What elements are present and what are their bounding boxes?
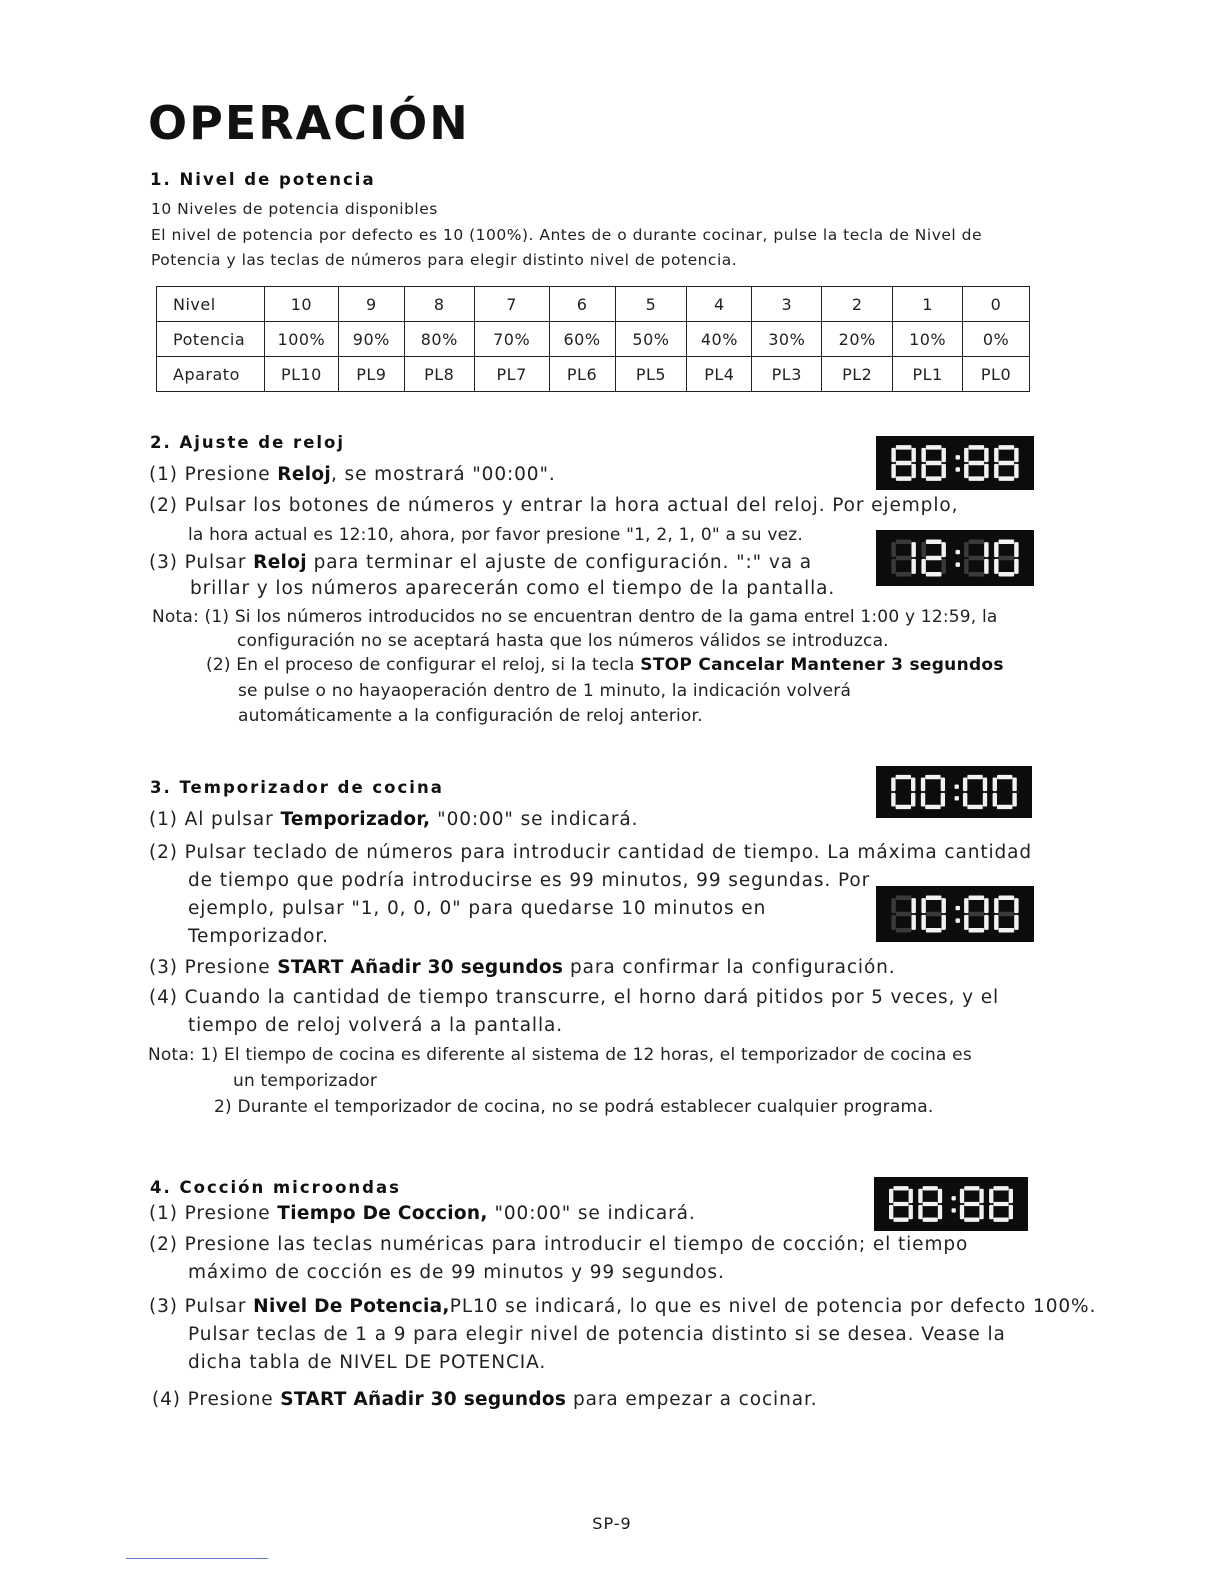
- lcd-segment: [896, 572, 912, 576]
- lcd-segment: [997, 805, 1012, 809]
- keyword-reloj: Reloj: [277, 464, 331, 485]
- lcd-segment: [921, 793, 925, 807]
- lcd-segment: [969, 928, 985, 932]
- s3-item-2d: Temporizador.: [188, 926, 329, 947]
- lcd-segment: [896, 928, 912, 932]
- s2-item-3b: brillar y los números aparecerán como el tiempo de la pantalla.: [190, 578, 836, 599]
- lcd-segment: [964, 898, 968, 913]
- table-cell: 60%: [549, 322, 615, 357]
- lcd-display: [876, 436, 1034, 490]
- table-cell: PL5: [615, 357, 687, 392]
- s4-item-3: [149, 1298, 1096, 1317]
- lcd-segment: [993, 1186, 1008, 1190]
- lcd-segment: [896, 912, 912, 916]
- lcd-segment: [993, 793, 997, 807]
- s2-note-2-a: (2) En el proceso de configurar el reloj, si la tecla: [206, 655, 641, 675]
- table-cell: PL3: [752, 357, 822, 392]
- lcd-segment: [896, 775, 911, 779]
- lcd-digits: [876, 766, 1032, 818]
- s4-item-4-a: (4) Presione: [152, 1389, 281, 1410]
- lcd-segment: [984, 542, 988, 557]
- lcd-segment: [911, 793, 915, 807]
- section-4-heading: 4. Cocción microondas: [150, 1178, 401, 1197]
- page-title: OPERACIÓN: [148, 96, 470, 150]
- lcd-segment: [999, 928, 1015, 932]
- lcd-segment: [911, 559, 915, 574]
- lcd-segment: [1012, 793, 1016, 807]
- lcd-segment: [964, 542, 968, 557]
- lcd-segment: [891, 448, 895, 462]
- lcd-segment: [893, 1202, 908, 1206]
- lcd-colon-dot: [956, 467, 960, 471]
- s4-item-1: [149, 1205, 696, 1224]
- s1-line-1: 10 Niveles de potencia disponibles: [151, 200, 438, 218]
- s4-item-3b: Pulsar teclas de 1 a 9 para elegir nivel de potencia distinto si se desea. Vease la: [188, 1324, 1006, 1345]
- table-cell: 9: [338, 287, 404, 322]
- lcd-segment: [921, 464, 925, 478]
- lcd-segment: [896, 445, 912, 449]
- lcd-segment: [925, 805, 940, 809]
- lcd-segment: [891, 777, 895, 791]
- s2-note-1b: configuración no se aceptará hasta que los números válidos se introduzca.: [237, 631, 889, 651]
- lcd-segment: [969, 572, 985, 576]
- lcd-segment: [969, 461, 985, 465]
- table-cell: 40%: [687, 322, 752, 357]
- table-cell: PL7: [474, 357, 549, 392]
- lcd-segment: [963, 777, 967, 791]
- table-cell: 80%: [404, 322, 474, 357]
- lcd-segment: [941, 915, 945, 930]
- table-cell: 90%: [338, 322, 404, 357]
- row-header: Potencia: [157, 322, 265, 357]
- lcd-segment: [911, 448, 915, 462]
- s3-note-1b: un temporizador: [233, 1071, 378, 1091]
- lcd-segment: [984, 915, 988, 930]
- lcd-segment: [979, 1189, 983, 1203]
- lcd-segment: [969, 556, 985, 560]
- lcd-segment: [893, 1186, 908, 1190]
- lcd-colon-dot: [955, 796, 959, 800]
- s3-item-4a: (4) Cuando la cantidad de tiempo transcurre, el horno dará pitidos por 5 veces, y el: [149, 987, 1000, 1008]
- table-cell: 0: [963, 287, 1030, 322]
- lcd-segment: [891, 559, 895, 574]
- s4-item-3-b: PL10 se indicará, lo que es nivel de potencia por defecto 100%.: [449, 1296, 1097, 1317]
- row-header: Aparato: [157, 357, 265, 392]
- table-cell: 70%: [474, 322, 549, 357]
- s4-item-3-a: (3) Pulsar: [149, 1296, 254, 1317]
- lcd-segment: [896, 540, 912, 544]
- s1-line-3: Potencia y las teclas de números para elegir distinto nivel de potencia.: [151, 251, 738, 269]
- lcd-segment: [969, 476, 985, 480]
- lcd-segment: [1012, 777, 1016, 791]
- lcd-segment: [911, 898, 915, 913]
- lcd-segment: [994, 898, 998, 913]
- s2-item-3-b: para terminar el ajuste de configuración. ":" va a: [306, 552, 812, 573]
- lcd-segment: [889, 1205, 893, 1219]
- keyword-tiempo-de-coccion: Tiempo De Coccion,: [277, 1203, 488, 1224]
- lcd-segment: [999, 540, 1015, 544]
- lcd-segment: [926, 572, 942, 576]
- table-cell: 4: [687, 287, 752, 322]
- lcd-digits: [876, 436, 1034, 490]
- s2-item-2b: la hora actual es 12:10, ahora, por favor presione "1, 2, 1, 0" a su vez.: [188, 525, 803, 545]
- table-cell: 30%: [752, 322, 822, 357]
- table-cell: 50%: [615, 322, 687, 357]
- s2-note-1a: Nota: (1) Si los números introducidos no se encuentran dentro de la gama entrel 1:00 y 12:59, la: [152, 607, 998, 627]
- lcd-segment: [891, 793, 895, 807]
- lcd-segment: [989, 1205, 993, 1219]
- table-cell: 7: [474, 287, 549, 322]
- lcd-display: [876, 766, 1032, 818]
- table-cell: 100%: [264, 322, 338, 357]
- lcd-display: [876, 886, 1034, 942]
- lcd-digits: [876, 530, 1034, 586]
- table-cell: PL6: [549, 357, 615, 392]
- s3-item-2b: de tiempo que podría introducirse es 99 minutos, 99 segundas. Por: [188, 870, 871, 891]
- lcd-segment: [1014, 559, 1018, 574]
- lcd-segment: [984, 464, 988, 478]
- s4-item-1-b: "00:00" se indicará.: [487, 1203, 696, 1224]
- s1-line-2: El nivel de potencia por defecto es 10 (100%). Antes de o durante cocinar, pulse la tecla de Nivel de: [151, 226, 983, 244]
- s3-item-1: [149, 811, 638, 830]
- s2-item-1-b: , se mostrará "00:00".: [330, 464, 556, 485]
- section-2-heading: 2. Ajuste de reloj: [150, 433, 346, 452]
- s2-note-2c: automáticamente a la configuración de reloj anterior.: [238, 706, 703, 726]
- lcd-segment: [918, 1189, 922, 1203]
- lcd-segment: [911, 915, 915, 930]
- s3-item-2a: (2) Pulsar teclado de números para introducir cantidad de tiempo. La máxima cantidad: [149, 842, 1033, 863]
- lcd-segment: [921, 542, 925, 557]
- lcd-segment: [911, 542, 915, 557]
- lcd-segment: [923, 1202, 938, 1206]
- lcd-segment: [921, 915, 925, 930]
- lcd-segment: [964, 1202, 979, 1206]
- lcd-segment: [999, 461, 1015, 465]
- lcd-segment: [993, 1218, 1008, 1222]
- s4-item-4: [152, 1391, 818, 1410]
- lcd-segment: [1009, 1189, 1013, 1203]
- lcd-display: [874, 1177, 1028, 1231]
- lcd-segment: [964, 915, 968, 930]
- lcd-segment: [926, 896, 942, 900]
- page-number: SP-9: [592, 1514, 632, 1533]
- lcd-segment: [967, 805, 982, 809]
- s3-item-3-a: (3) Presione: [149, 957, 278, 978]
- s3-item-2c: ejemplo, pulsar "1, 0, 0, 0" para quedarse 10 minutos en: [188, 898, 767, 919]
- lcd-segment: [893, 1218, 908, 1222]
- lcd-segment: [960, 1205, 964, 1219]
- lcd-display: [876, 530, 1034, 586]
- lcd-segment: [983, 777, 987, 791]
- table-cell: PL8: [404, 357, 474, 392]
- table-cell: PL0: [963, 357, 1030, 392]
- lcd-segment: [925, 775, 940, 779]
- lcd-segment: [964, 559, 968, 574]
- section-1-heading: 1. Nivel de potencia: [150, 170, 376, 189]
- s4-item-2a: (2) Presione las teclas numéricas para introducir el tiempo de cocción; el tiempo: [149, 1234, 969, 1255]
- table-cell: 10: [264, 287, 338, 322]
- lcd-segment: [984, 448, 988, 462]
- lcd-segment: [999, 896, 1015, 900]
- lcd-segment: [923, 1186, 938, 1190]
- lcd-segment: [969, 445, 985, 449]
- lcd-segment: [891, 915, 895, 930]
- lcd-colon-dot: [955, 784, 959, 788]
- s3-note-1a: Nota: 1) El tiempo de cocina es diferente al sistema de 12 horas, el temporizador de cocina es: [148, 1045, 972, 1065]
- table-row: [157, 322, 1030, 357]
- lcd-segment: [1014, 898, 1018, 913]
- table-cell: 8: [404, 287, 474, 322]
- table-row: [157, 287, 1030, 322]
- lcd-segment: [964, 448, 968, 462]
- s2-note-2: [206, 657, 1004, 674]
- lcd-segment: [926, 912, 942, 916]
- lcd-segment: [1014, 448, 1018, 462]
- lcd-segment: [994, 542, 998, 557]
- lcd-segment: [926, 556, 942, 560]
- s2-item-1: [149, 466, 556, 485]
- keyword-temporizador: Temporizador,: [280, 809, 431, 830]
- lcd-segment: [1009, 1205, 1013, 1219]
- lcd-segment: [896, 896, 912, 900]
- lcd-segment: [964, 1186, 979, 1190]
- s3-item-3-b: para confirmar la configuración.: [563, 957, 896, 978]
- lcd-segment: [921, 448, 925, 462]
- lcd-segment: [984, 898, 988, 913]
- lcd-segment: [984, 559, 988, 574]
- s3-item-1-a: (1) Al pulsar: [149, 809, 281, 830]
- lcd-segment: [911, 777, 915, 791]
- lcd-segment: [999, 572, 1015, 576]
- s3-item-4b: tiempo de reloj volverá a la pantalla.: [188, 1015, 564, 1036]
- lcd-colon-dot: [956, 918, 960, 922]
- lcd-segment: [896, 476, 912, 480]
- lcd-segment: [999, 476, 1015, 480]
- lcd-segment: [1014, 915, 1018, 930]
- table-cell: 3: [752, 287, 822, 322]
- lcd-segment: [921, 777, 925, 791]
- table-cell: 5: [615, 287, 687, 322]
- row-header: Nivel: [157, 287, 265, 322]
- lcd-digits: [876, 886, 1034, 942]
- table-cell: PL4: [687, 357, 752, 392]
- s2-note-2b: se pulse o no hayaoperación dentro de 1 minuto, la indicación volverá: [238, 681, 852, 701]
- lcd-colon-dot: [956, 906, 960, 910]
- table-cell: PL2: [822, 357, 893, 392]
- lcd-segment: [896, 805, 911, 809]
- lcd-segment: [891, 898, 895, 913]
- table-cell: 2: [822, 287, 893, 322]
- lcd-segment: [994, 559, 998, 574]
- lcd-segment: [993, 777, 997, 791]
- lcd-segment: [926, 445, 942, 449]
- lcd-colon-dot: [956, 562, 960, 566]
- s4-item-3c: dicha tabla de NIVEL DE POTENCIA.: [188, 1352, 547, 1373]
- lcd-segment: [926, 928, 942, 932]
- keyword-start-2: START Añadir 30 segundos: [280, 1389, 567, 1410]
- lcd-segment: [994, 448, 998, 462]
- table-cell: 6: [549, 287, 615, 322]
- lcd-segment: [993, 1202, 1008, 1206]
- lcd-segment: [926, 461, 942, 465]
- s2-item-3: [149, 554, 812, 573]
- table-cell: PL1: [893, 357, 963, 392]
- lcd-segment: [926, 540, 942, 544]
- table-cell: 0%: [963, 322, 1030, 357]
- lcd-segment: [969, 896, 985, 900]
- lcd-segment: [941, 464, 945, 478]
- lcd-segment: [963, 793, 967, 807]
- lcd-segment: [999, 912, 1015, 916]
- keyword-start: START Añadir 30 segundos: [277, 957, 564, 978]
- s2-item-2a: (2) Pulsar los botones de números y entrar la hora actual del reloj. Por ejemplo,: [149, 495, 959, 516]
- table-cell: 1: [893, 287, 963, 322]
- lcd-segment: [926, 476, 942, 480]
- table-cell: 20%: [822, 322, 893, 357]
- lcd-segment: [938, 1189, 942, 1203]
- s2-item-3-a: (3) Pulsar: [149, 552, 254, 573]
- lcd-segment: [941, 448, 945, 462]
- s3-item-3: [149, 959, 896, 978]
- lcd-segment: [969, 540, 985, 544]
- lcd-segment: [983, 793, 987, 807]
- lcd-digits: [874, 1177, 1028, 1231]
- table-cell: PL9: [338, 357, 404, 392]
- lcd-segment: [967, 775, 982, 779]
- keyword-stop: STOP Cancelar Mantener 3 segundos: [640, 655, 1004, 675]
- lcd-segment: [918, 1205, 922, 1219]
- lcd-segment: [889, 1189, 893, 1203]
- lcd-segment: [938, 1205, 942, 1219]
- s2-item-1-a: (1) Presione: [149, 464, 278, 485]
- lcd-segment: [923, 1218, 938, 1222]
- power-level-table: [156, 286, 1030, 392]
- lcd-segment: [997, 775, 1012, 779]
- s4-item-4-b: para empezar a cocinar.: [566, 1389, 818, 1410]
- s4-item-1-a: (1) Presione: [149, 1203, 278, 1224]
- lcd-segment: [994, 915, 998, 930]
- lcd-segment: [941, 793, 945, 807]
- lcd-segment: [989, 1189, 993, 1203]
- lcd-segment: [964, 1218, 979, 1222]
- s3-note-2: 2) Durante el temporizador de cocina, no se podrá establecer cualquier programa.: [214, 1097, 934, 1117]
- lcd-segment: [999, 445, 1015, 449]
- lcd-segment: [941, 898, 945, 913]
- lcd-segment: [941, 777, 945, 791]
- lcd-colon-dot: [956, 550, 960, 554]
- table-cell: PL10: [264, 357, 338, 392]
- keyword-nivel-de-potencia: Nivel De Potencia,: [253, 1296, 450, 1317]
- s3-item-1-b: "00:00" se indicará.: [430, 809, 639, 830]
- lcd-segment: [921, 898, 925, 913]
- lcd-segment: [994, 464, 998, 478]
- table-row: [157, 357, 1030, 392]
- keyword-reloj-2: Reloj: [253, 552, 307, 573]
- lcd-segment: [896, 556, 912, 560]
- footer-rule: [126, 1558, 268, 1559]
- lcd-segment: [960, 1189, 964, 1203]
- lcd-segment: [896, 461, 912, 465]
- lcd-segment: [941, 559, 945, 574]
- lcd-segment: [921, 559, 925, 574]
- lcd-segment: [891, 464, 895, 478]
- section-3-heading: 3. Temporizador de cocina: [150, 778, 444, 797]
- lcd-segment: [891, 542, 895, 557]
- lcd-segment: [909, 1205, 913, 1219]
- lcd-segment: [969, 912, 985, 916]
- lcd-colon-dot: [952, 1196, 956, 1200]
- s4-item-2b: máximo de cocción es de 99 minutos y 99 segundos.: [188, 1262, 725, 1283]
- table-cell: 10%: [893, 322, 963, 357]
- lcd-segment: [1014, 542, 1018, 557]
- lcd-segment: [999, 556, 1015, 560]
- lcd-segment: [964, 464, 968, 478]
- lcd-segment: [941, 542, 945, 557]
- lcd-segment: [1014, 464, 1018, 478]
- lcd-segment: [909, 1189, 913, 1203]
- lcd-colon-dot: [956, 455, 960, 459]
- lcd-segment: [979, 1205, 983, 1219]
- lcd-colon-dot: [952, 1208, 956, 1212]
- lcd-segment: [911, 464, 915, 478]
